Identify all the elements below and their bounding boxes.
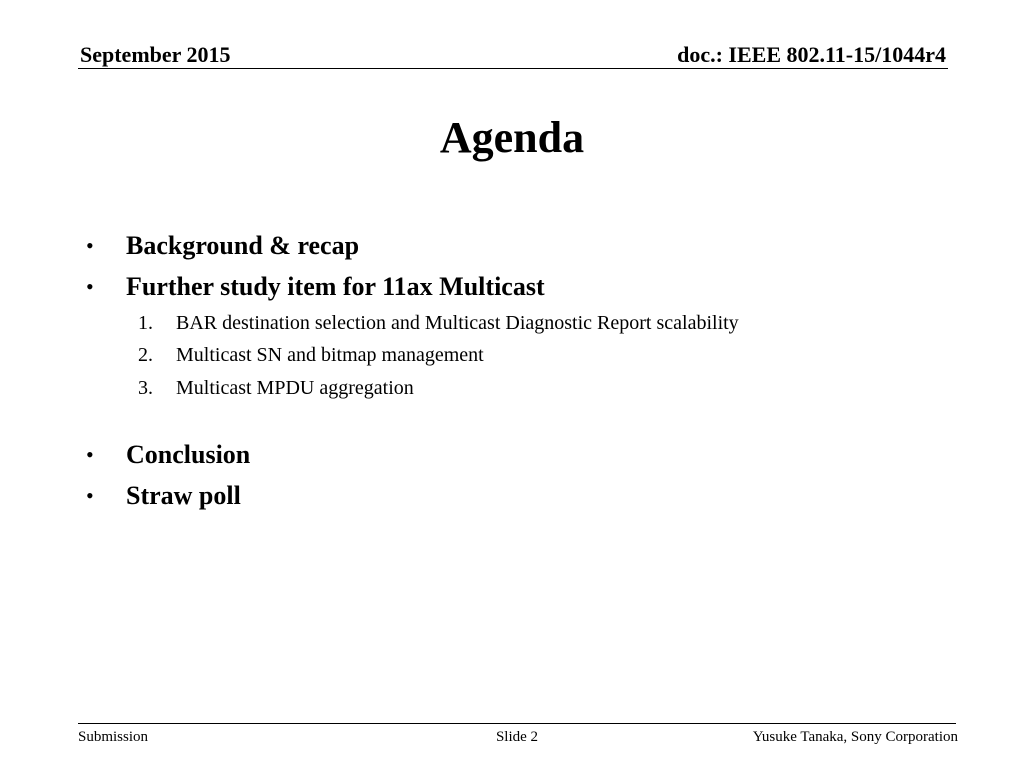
agenda-item-label: Straw poll: [126, 481, 241, 510]
footer-slide-number: Slide 2: [495, 729, 539, 745]
bullet-marker: •: [86, 442, 94, 467]
sub-item-number: 2.: [138, 344, 153, 366]
sub-item-label: BAR destination selection and Multicast Diagnostic Report scalability: [176, 312, 739, 334]
agenda-item-label: Background & recap: [126, 231, 360, 260]
bullet-marker: •: [86, 274, 94, 299]
sub-item-label: Multicast SN and bitmap management: [176, 344, 484, 366]
agenda-item-label: Conclusion: [126, 440, 251, 469]
bullet-marker: •: [86, 483, 94, 508]
sub-item-number: 1.: [138, 312, 153, 334]
footer-divider: [78, 723, 956, 724]
sub-item-number: 3.: [138, 377, 153, 399]
header-doc-id: doc.: IEEE 802.11-15/1044r4: [677, 42, 946, 67]
footer-author: Yusuke Tanaka, Sony Corporation: [752, 729, 958, 745]
bullet-marker: •: [86, 233, 94, 258]
agenda-item-label: Further study item for 11ax Multicast: [126, 272, 545, 301]
header-date: September 2015: [80, 42, 231, 67]
footer-submission: Submission: [78, 729, 149, 745]
sub-item-label: Multicast MPDU aggregation: [176, 377, 414, 399]
slide-title: Agenda: [439, 113, 585, 162]
